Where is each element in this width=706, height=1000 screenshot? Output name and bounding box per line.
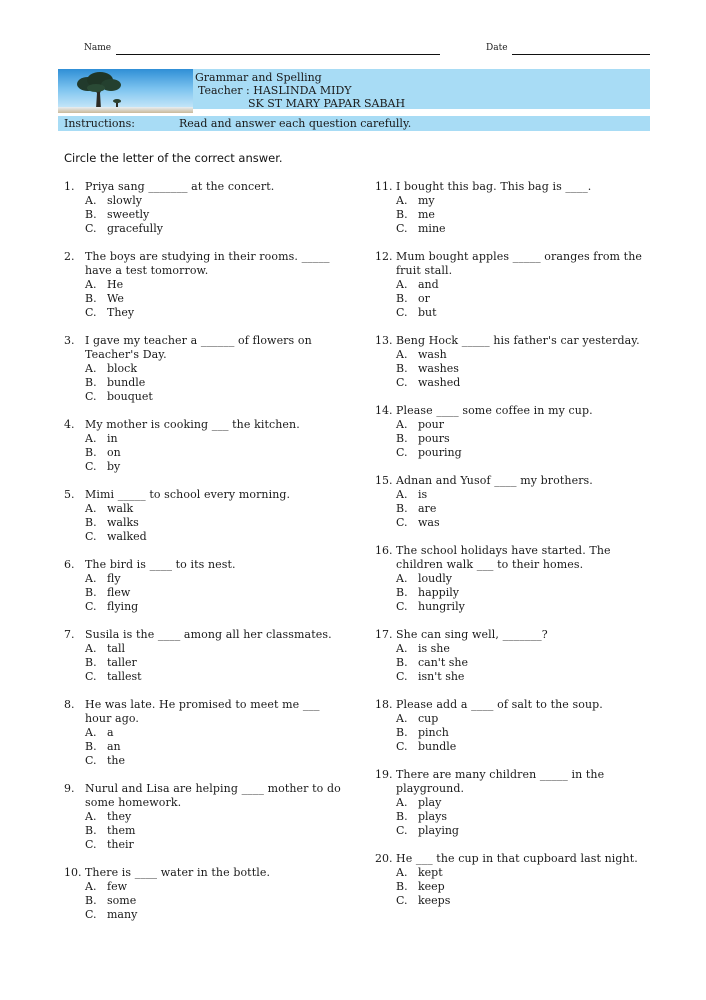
option-text: in [107, 432, 118, 445]
option-text: are [418, 502, 437, 515]
option-c[interactable] [396, 740, 655, 754]
question-number: 13. [375, 334, 393, 347]
question-number: 11. [375, 180, 393, 193]
option-c[interactable] [396, 824, 655, 838]
option-b[interactable] [396, 656, 655, 670]
question-number: 6. [64, 558, 75, 571]
worksheet-title: Grammar and Spelling [195, 71, 322, 84]
option-text: washed [418, 376, 461, 389]
question-text: He ___ the cup in that cupboard last night. [396, 852, 638, 865]
option-b[interactable] [85, 516, 344, 530]
question-text: The boys are studying in their rooms. _____ have a test tomorrow. [85, 250, 330, 277]
option-text: and [418, 278, 439, 291]
option-b[interactable] [396, 208, 655, 222]
question-number: 1. [64, 180, 75, 193]
option-text: flying [107, 600, 139, 613]
option-letter[interactable]: A. [396, 278, 408, 291]
question-number: 20. [375, 852, 393, 865]
option-b[interactable] [85, 740, 344, 754]
option-a[interactable] [85, 362, 344, 376]
option-c[interactable] [85, 838, 344, 852]
option-text: block [107, 362, 138, 375]
option-letter[interactable]: C. [396, 670, 408, 683]
option-a[interactable] [396, 348, 655, 362]
option-c[interactable] [396, 222, 655, 236]
option-text: fly [107, 572, 121, 585]
option-letter[interactable]: B. [396, 656, 408, 669]
option-letter[interactable]: B. [396, 432, 408, 445]
option-letter[interactable]: A. [396, 642, 408, 655]
option-b[interactable] [396, 432, 655, 446]
question-text: I bought this bag. This bag is ____. [396, 180, 592, 193]
option-text: taller [107, 656, 137, 669]
option-letter[interactable]: C. [85, 754, 97, 767]
question-number: 3. [64, 334, 75, 347]
question-8 [64, 698, 344, 768]
option-letter[interactable]: C. [396, 824, 408, 837]
option-letter[interactable]: A. [85, 194, 97, 207]
option-letter[interactable]: C. [85, 600, 97, 613]
option-text: kept [418, 866, 443, 879]
option-letter[interactable]: B. [85, 376, 97, 389]
option-letter[interactable]: B. [396, 362, 408, 375]
option-b[interactable] [396, 586, 655, 600]
option-c[interactable] [396, 446, 655, 460]
tree-landscape-image [58, 69, 193, 113]
option-a[interactable] [85, 432, 344, 446]
option-b[interactable] [85, 208, 344, 222]
option-letter[interactable]: B. [85, 656, 97, 669]
question-text: Priya sang _______ at the concert. [85, 180, 275, 193]
option-a[interactable] [85, 194, 344, 208]
option-letter[interactable]: A. [85, 726, 97, 739]
question-16 [375, 544, 655, 614]
option-a[interactable] [396, 278, 655, 292]
option-a[interactable] [396, 712, 655, 726]
option-letter[interactable]: B. [85, 824, 97, 837]
option-c[interactable] [85, 306, 344, 320]
option-letter[interactable]: C. [85, 670, 97, 683]
question-4 [64, 418, 344, 474]
question-10 [64, 866, 344, 922]
instructions-label: Instructions: [64, 117, 135, 130]
question-20 [375, 852, 655, 908]
option-text: tallest [107, 670, 142, 683]
question-text: Mimi _____ to school every morning. [85, 488, 291, 501]
question-text: Beng Hock _____ his father's car yesterday. [396, 334, 640, 347]
option-text: flew [107, 586, 131, 599]
option-text: loudly [418, 572, 452, 585]
question-text: There are many children _____ in the playground. [396, 768, 605, 795]
option-letter[interactable]: C. [396, 894, 408, 907]
option-text: bouquet [107, 390, 153, 403]
teacher-name: Teacher : HASLINDA MIDY [198, 84, 352, 97]
option-text: hungrily [418, 600, 465, 613]
question-text: Adnan and Yusof ____ my brothers. [396, 474, 593, 487]
option-text: is [418, 488, 428, 501]
option-a[interactable] [396, 418, 655, 432]
option-text: tall [107, 642, 126, 655]
option-b[interactable] [85, 586, 344, 600]
question-text: I gave my teacher a ______ of flowers on Teacher's Day. [85, 334, 312, 361]
option-letter[interactable]: C. [85, 460, 97, 473]
banner-title-block [195, 71, 405, 110]
option-letter[interactable]: A. [396, 194, 408, 207]
option-text: or [418, 292, 430, 305]
question-number: 5. [64, 488, 75, 501]
option-letter[interactable]: A. [396, 488, 408, 501]
option-text: the [107, 754, 126, 767]
option-b[interactable] [396, 292, 655, 306]
option-b[interactable] [396, 362, 655, 376]
question-17 [375, 628, 655, 684]
option-a[interactable] [85, 278, 344, 292]
worksheet-banner [58, 69, 650, 113]
option-letter[interactable]: B. [396, 292, 408, 305]
option-letter[interactable]: B. [85, 208, 97, 221]
instructions-text: Read and answer each question carefully. [179, 117, 412, 130]
option-letter[interactable]: A. [396, 796, 408, 809]
date-field-line[interactable] [512, 54, 650, 55]
option-letter[interactable]: C. [85, 530, 97, 543]
question-text: The bird is ____ to its nest. [85, 558, 236, 571]
option-text: me [418, 208, 435, 221]
option-a[interactable] [396, 642, 655, 656]
option-a[interactable] [85, 726, 344, 740]
question-number: 12. [375, 250, 393, 263]
option-b[interactable] [85, 446, 344, 460]
option-text: pours [418, 432, 450, 445]
option-c[interactable] [85, 754, 344, 768]
question-number: 19. [375, 768, 393, 781]
option-text: plays [418, 810, 447, 823]
option-b[interactable] [396, 726, 655, 740]
option-letter[interactable]: B. [85, 586, 97, 599]
question-text: He was late. He promised to meet me ___ hour ago. [85, 698, 320, 725]
option-c[interactable] [85, 670, 344, 684]
option-letter[interactable]: A. [396, 418, 408, 431]
option-text: isn't she [418, 670, 465, 683]
option-letter[interactable]: B. [85, 516, 97, 529]
question-number: 16. [375, 544, 393, 557]
option-letter[interactable]: B. [85, 446, 97, 459]
option-a[interactable] [396, 866, 655, 880]
option-a[interactable] [396, 796, 655, 810]
option-text: We [107, 292, 124, 305]
option-letter[interactable]: A. [85, 880, 97, 893]
option-text: walked [107, 530, 147, 543]
option-b[interactable] [396, 810, 655, 824]
question-13 [375, 334, 655, 390]
option-text: playing [418, 824, 459, 837]
option-c[interactable] [85, 460, 344, 474]
question-3 [64, 334, 344, 404]
date-label: Date [486, 43, 508, 53]
option-letter[interactable]: C. [85, 222, 97, 235]
option-text: bundle [418, 740, 457, 753]
question-text: Susila is the ____ among all her classmates. [85, 628, 332, 641]
option-text: bundle [107, 376, 146, 389]
option-text: sweetly [107, 208, 150, 221]
option-text: can't she [418, 656, 468, 669]
question-number: 14. [375, 404, 393, 417]
question-number: 18. [375, 698, 393, 711]
question-number: 4. [64, 418, 75, 431]
questions-column-right [375, 180, 655, 908]
option-letter[interactable]: B. [396, 586, 408, 599]
question-text: Mum bought apples _____ oranges from the fruit stall. [396, 250, 642, 277]
option-text: He [107, 278, 124, 291]
questions-column-left [64, 180, 344, 922]
question-6 [64, 558, 344, 614]
option-letter[interactable]: B. [85, 292, 97, 305]
option-letter[interactable]: A. [396, 712, 408, 725]
option-text: walk [107, 502, 134, 515]
question-19 [375, 768, 655, 838]
option-c[interactable] [85, 530, 344, 544]
option-letter[interactable]: B. [85, 740, 97, 753]
option-text: pour [418, 418, 445, 431]
option-text: play [418, 796, 442, 809]
option-text: them [107, 824, 136, 837]
question-18 [375, 698, 655, 754]
question-number: 17. [375, 628, 393, 641]
option-a[interactable] [85, 502, 344, 516]
question-15 [375, 474, 655, 530]
option-a[interactable] [85, 880, 344, 894]
option-letter[interactable]: B. [396, 880, 408, 893]
option-text: was [418, 516, 440, 529]
option-text: wash [418, 348, 447, 361]
question-12 [375, 250, 655, 320]
option-text: few [107, 880, 127, 893]
option-letter[interactable]: A. [85, 572, 97, 585]
option-text: a [107, 726, 114, 739]
option-letter[interactable]: A. [85, 432, 97, 445]
option-letter[interactable]: C. [396, 600, 408, 613]
option-letter[interactable]: A. [396, 572, 408, 585]
option-c[interactable] [396, 516, 655, 530]
option-letter[interactable]: A. [85, 642, 97, 655]
option-c[interactable] [85, 222, 344, 236]
question-5 [64, 488, 344, 544]
question-text: She can sing well, _______? [396, 628, 548, 641]
instructions-bar [58, 116, 650, 131]
question-number: 8. [64, 698, 75, 711]
option-text: mine [418, 222, 446, 235]
option-text: but [418, 306, 437, 319]
option-text: cup [418, 712, 439, 725]
option-letter[interactable]: C. [396, 740, 408, 753]
option-text: pinch [418, 726, 449, 739]
option-a[interactable] [85, 642, 344, 656]
option-letter[interactable]: A. [85, 278, 97, 291]
option-letter[interactable]: B. [396, 502, 408, 515]
option-text: many [107, 908, 138, 921]
question-number: 10. [64, 866, 82, 879]
option-text: walks [107, 516, 139, 529]
option-b[interactable] [85, 824, 344, 838]
name-field-line[interactable] [116, 54, 440, 55]
question-14 [375, 404, 655, 460]
option-a[interactable] [396, 488, 655, 502]
option-c[interactable] [396, 376, 655, 390]
option-letter[interactable]: C. [85, 390, 97, 403]
question-text: My mother is cooking ___ the kitchen. [85, 418, 300, 431]
option-a[interactable] [85, 572, 344, 586]
option-c[interactable] [396, 306, 655, 320]
option-text: by [107, 460, 121, 473]
option-text: some [107, 894, 137, 907]
option-text: pouring [418, 446, 462, 459]
option-letter[interactable]: C. [396, 222, 408, 235]
option-c[interactable] [396, 600, 655, 614]
option-text: their [107, 838, 134, 851]
option-letter[interactable]: A. [85, 502, 97, 515]
option-b[interactable] [396, 502, 655, 516]
option-c[interactable] [396, 894, 655, 908]
option-letter[interactable]: C. [396, 446, 408, 459]
option-c[interactable] [85, 390, 344, 404]
option-c[interactable] [396, 670, 655, 684]
option-text: slowly [107, 194, 142, 207]
question-text: Please ____ some coffee in my cup. [396, 404, 593, 417]
question-text: There is ____ water in the bottle. [85, 866, 271, 879]
option-letter[interactable]: C. [396, 516, 408, 529]
option-letter[interactable]: B. [396, 208, 408, 221]
option-c[interactable] [85, 600, 344, 614]
question-text: Please add a ____ of salt to the soup. [396, 698, 603, 711]
option-letter[interactable]: B. [85, 894, 97, 907]
option-a[interactable] [85, 810, 344, 824]
option-b[interactable] [396, 880, 655, 894]
option-letter[interactable]: C. [85, 908, 97, 921]
question-7 [64, 628, 344, 684]
option-text: washes [418, 362, 459, 375]
option-text: an [107, 740, 121, 753]
question-1 [64, 180, 344, 236]
option-a[interactable] [396, 194, 655, 208]
tree-icon [66, 71, 136, 111]
question-number: 2. [64, 250, 75, 263]
option-b[interactable] [85, 376, 344, 390]
option-b[interactable] [85, 292, 344, 306]
directions-text: Circle the letter of the correct answer. [64, 151, 283, 165]
option-text: keeps [418, 894, 451, 907]
question-number: 15. [375, 474, 393, 487]
option-letter[interactable]: B. [396, 810, 408, 823]
option-letter[interactable]: C. [85, 306, 97, 319]
name-label: Name [84, 43, 112, 53]
option-text: They [107, 306, 135, 319]
option-text: happily [418, 586, 459, 599]
option-text: gracefully [107, 222, 163, 235]
option-b[interactable] [85, 894, 344, 908]
name-date-row [0, 42, 706, 58]
option-a[interactable] [396, 572, 655, 586]
option-letter[interactable]: C. [396, 376, 408, 389]
option-letter[interactable]: A. [85, 810, 97, 823]
option-letter[interactable]: B. [396, 726, 408, 739]
option-letter[interactable]: A. [396, 348, 408, 361]
question-text: Nurul and Lisa are helping ____ mother to do some homework. [85, 782, 341, 809]
option-letter[interactable]: C. [85, 838, 97, 851]
question-2 [64, 250, 344, 320]
option-letter[interactable]: A. [85, 362, 97, 375]
question-9 [64, 782, 344, 852]
option-b[interactable] [85, 656, 344, 670]
option-c[interactable] [85, 908, 344, 922]
option-text: my [418, 194, 435, 207]
option-text: they [107, 810, 132, 823]
option-text: is she [418, 642, 450, 655]
option-text: keep [418, 880, 445, 893]
question-number: 9. [64, 782, 75, 795]
school-name: SK ST MARY PAPAR SABAH [248, 97, 406, 110]
option-text: on [107, 446, 121, 459]
question-11 [375, 180, 655, 236]
option-letter[interactable]: C. [396, 306, 408, 319]
question-text: The school holidays have started. The children walk ___ to their homes. [396, 544, 611, 571]
question-number: 7. [64, 628, 75, 641]
option-letter[interactable]: A. [396, 866, 408, 879]
